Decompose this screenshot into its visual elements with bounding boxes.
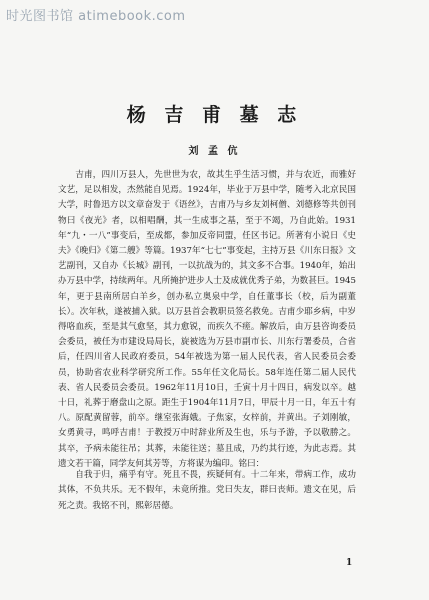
author-name: 刘 孟 伉: [188, 146, 241, 157]
page-number: 1: [346, 558, 353, 568]
site-watermark: 时光图书馆 atimebook.com: [6, 9, 186, 24]
page-title: 杨 吉 甫 墓 志: [126, 104, 303, 126]
epitaph-verse: 自我于归，痛乎有守。死且不畏，疾疑何有。十二年来，带病工作，成功其体，不负共乐。无不假年，未竟所推。党曰失友，群曰丧师。遗文在见，后死之责。我铭不刊，熙彰居德。: [58, 470, 356, 511]
body-paragraph: [58, 168, 356, 472]
body-paragraph-text: 吉甫，四川万县人，先世世为农，故其生乎生活习惯，并与农近，而雅好文艺，足以相发，杰然能自见焉。1924年，毕业于万县中学，随考入北京民国大学，时鲁迅方以文章奋发于《语丝》，吉甫乃与乡友刘柯僧、刘德修等共创刊物曰《夜光》者，以相唱酬，其一生成事之基，至于不竭，乃自此始。1931年“九・一八”事变后，至成都，参加反帝同盟，任区书记。所著有小说日《史夫》《晚归》《第二艘》等篇。1937年“七七”事变起，主持万县《川东日报》文艺副刊，又自办《长城》副刊，一以抗战为的，其文多不合事。1940年，始出办万县中学，持续两年。凡所掩护进步人士及成就优秀子弟，为数甚巨。1945年，更于县南所居白羊乡，创办私立奥泉中学，自任董事长（校，后为副董长）。次年秋，遂被捕入狱。以万县首会教职员签名救免。吉甫少耶乡病，中岁得咯血疾，至是其气愈坚，其力愈锐，而疾久不瘥。解放后，由万县咨询委员会委员，被任为市建设局局长，旋被选为万县市副市长、川东行署委员，合省后，任四川省人民政府委员，54年被选为第一届人民代表，省人民委员会委员，协助省农业科学研究所工作。55年任文化局长。58年连任第二届人民代表、省人民委员会委员。1962年11月10日，壬寅十月十四日，病发以卒。越十日，礼葬于磨盘山之原。距生于1904年11月7日，甲辰十月一日，年五十有八。原配黄留蓉，前卒。继室张海娥。子焦家，女梓前，并黄出。子刘刚敏，女勇黄寻，鸣呼吉甫！于教授万中时辞业所及生也，乐与予游，予以敬勝之。其卒，予病未能往吊；其葬，未能往送；墓且成，乃约其行迹，为此志焉。其遗文若干篇，同学友何其芳等，方将谋为编印。铭曰：: [58, 170, 356, 469]
